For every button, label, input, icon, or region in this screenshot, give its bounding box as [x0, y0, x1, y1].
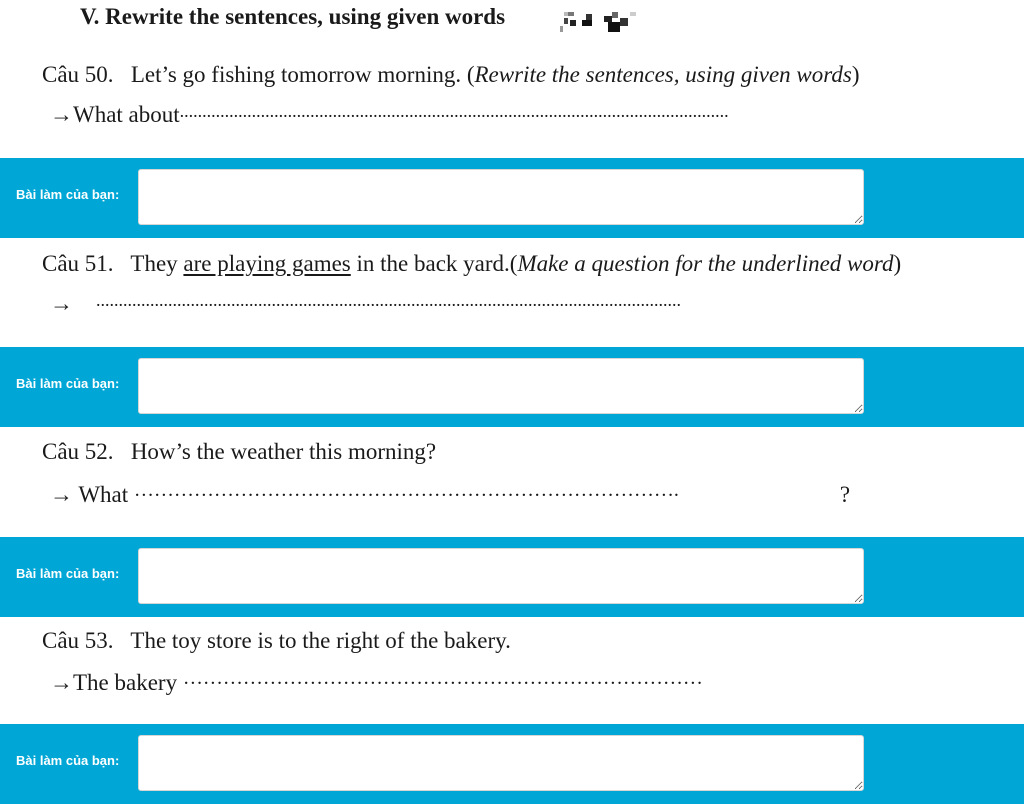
- answer-label: Bài làm của bạn:: [16, 753, 120, 768]
- question-instruction: Rewrite the sentences, using given words: [474, 62, 852, 87]
- underlined-phrase: are playing games: [183, 251, 351, 276]
- answer-band-52: [0, 537, 1024, 617]
- question-number: Câu 52.: [42, 439, 114, 464]
- answer-prompt: →: [50, 291, 73, 316]
- answer-band-50: [0, 158, 1024, 238]
- question-number: Câu 50.: [42, 62, 114, 87]
- question-instruction: Make a question for the underlined word: [517, 251, 894, 276]
- answer-band-53: [0, 724, 1024, 804]
- answer-line-52: [50, 479, 850, 508]
- answer-input-51[interactable]: [138, 358, 864, 414]
- question-text-end: ): [893, 251, 902, 276]
- question-text: They: [130, 251, 184, 276]
- answer-dots: ……………………………………………………………………: [182, 667, 703, 689]
- question-number: Câu 51.: [42, 251, 114, 276]
- answer-label: Bài làm của bạn:: [16, 376, 120, 391]
- question-50: [42, 62, 859, 88]
- question-51: [42, 251, 901, 277]
- question-text-end: ): [851, 62, 860, 87]
- answer-line-50: [50, 101, 922, 128]
- answer-input-50[interactable]: [138, 169, 864, 225]
- question-text: Let’s go fishing tomorrow morning. (: [130, 62, 475, 87]
- section-title: V. Rewrite the sentences, using given words: [80, 4, 506, 29]
- answer-dots: ……………………………………………………………………….: [133, 479, 679, 501]
- answer-prompt: → What: [50, 482, 129, 507]
- question-53: [42, 628, 511, 654]
- answer-dots: ..........................................................................................................................: [179, 101, 729, 121]
- answer-dots: ..................................................................................................................................: [96, 290, 681, 310]
- answer-label: Bài làm của bạn:: [16, 187, 120, 202]
- answer-band-51: [0, 347, 1024, 427]
- answer-label: Bài làm của bạn:: [16, 566, 120, 581]
- question-text-middle: in the back yard.(: [350, 251, 518, 276]
- question-text: How’s the weather this morning?: [130, 439, 437, 464]
- answer-line-53: [50, 667, 847, 696]
- question-number: Câu 53.: [42, 628, 114, 653]
- question-52: [42, 439, 436, 465]
- answer-prompt: →The bakery: [50, 670, 178, 695]
- answer-prompt: →What about: [50, 102, 180, 127]
- pixelated-image: [560, 10, 642, 34]
- answer-input-52[interactable]: [138, 548, 864, 604]
- answer-input-53[interactable]: [138, 735, 864, 791]
- answer-line-51: [50, 290, 944, 317]
- question-text: The toy store is to the right of the bakery.: [130, 628, 511, 653]
- answer-end: ?: [839, 482, 851, 507]
